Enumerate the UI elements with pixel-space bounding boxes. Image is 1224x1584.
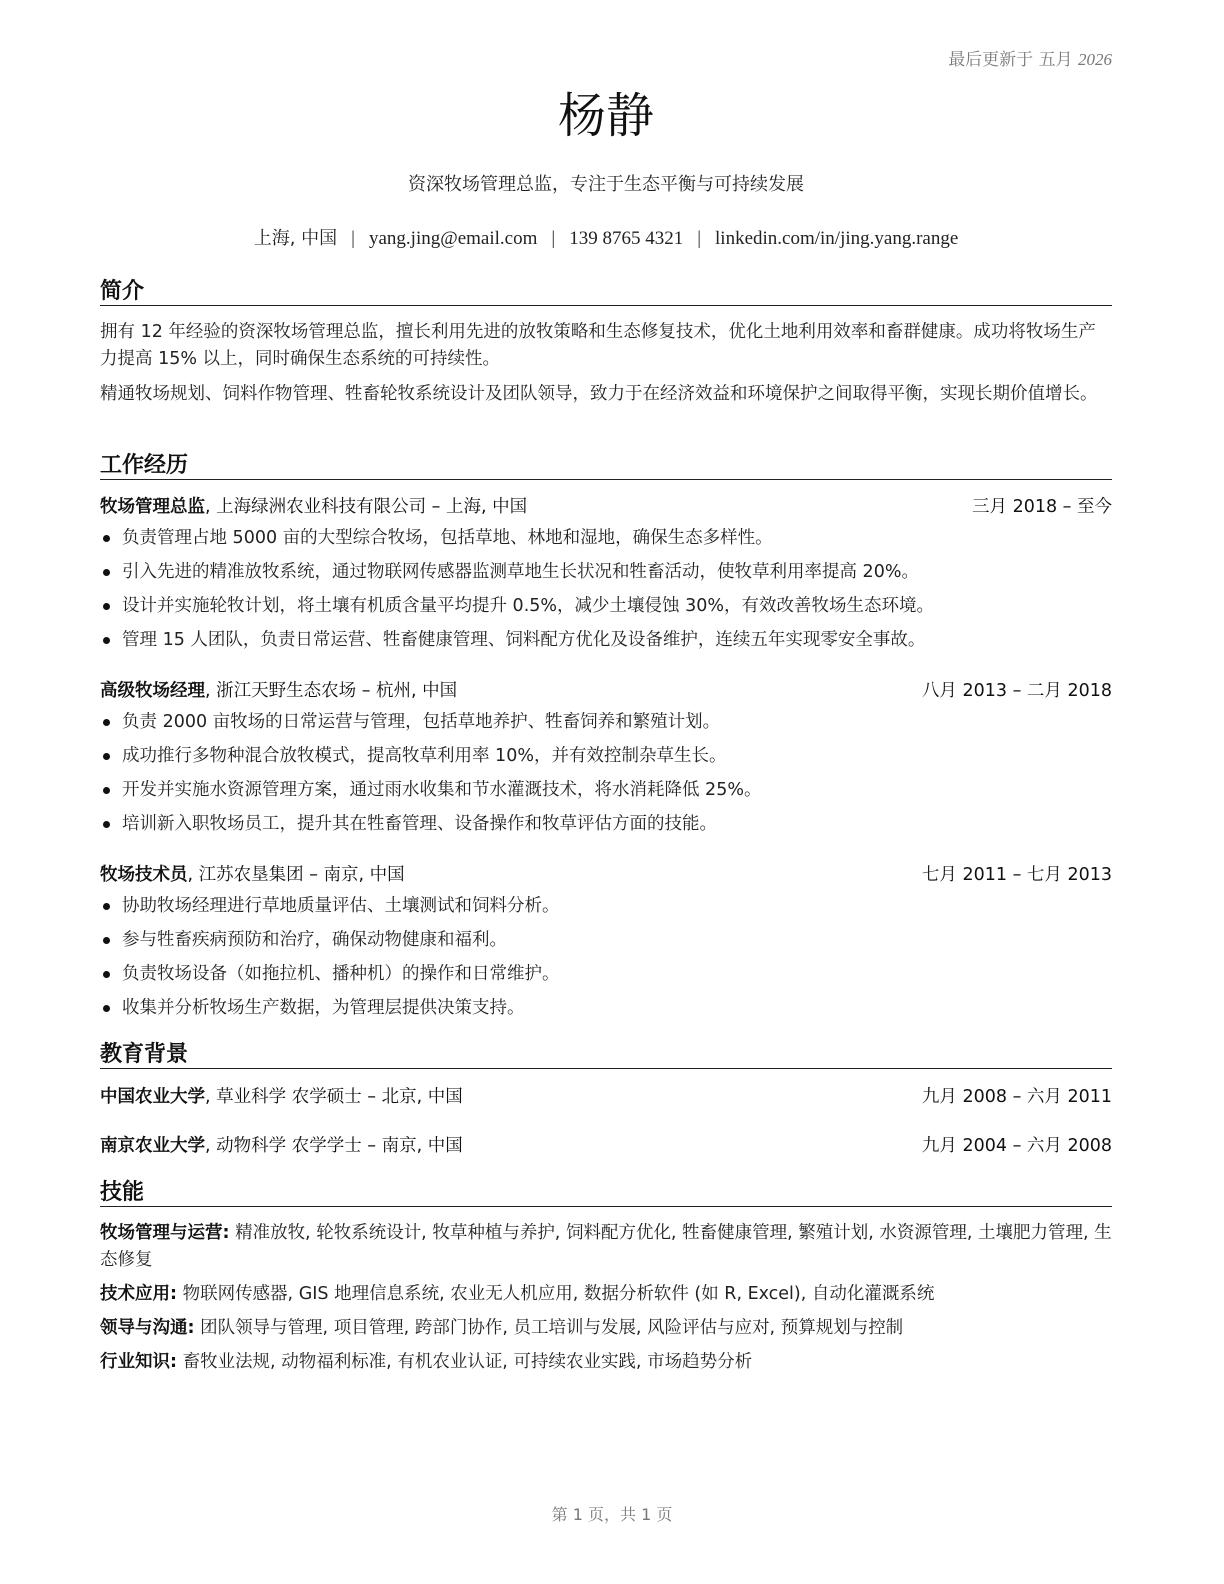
job-header bbox=[100, 861, 1112, 889]
list-item: 管理 15 人团队，负责日常运营、牲畜健康管理、饲料配方优化及设备维护，连续五年实现零安全事故。 bbox=[100, 623, 1112, 657]
skill-line bbox=[100, 1281, 1112, 1308]
page-footer: 第 1 页，共 1 页 bbox=[551, 1505, 673, 1524]
job-entry bbox=[100, 861, 1112, 1025]
job-org: , 浙江天野生态农场 – 杭州, 中国 bbox=[205, 681, 458, 701]
skill-text: 畜牧业法规, 动物福利标准, 有机农业认证, 可持续农业实践, 市场趋势分析 bbox=[177, 1352, 753, 1372]
skill-label: 行业知识: bbox=[100, 1352, 177, 1372]
candidate-name: 杨静 bbox=[557, 88, 654, 144]
job-role: 高级牧场经理 bbox=[100, 681, 205, 701]
experience-section bbox=[100, 453, 1112, 1025]
summary-section bbox=[100, 279, 1112, 408]
list-item: 协助牧场经理进行草地质量评估、土壤测试和饲料分析。 bbox=[100, 889, 1112, 923]
skill-text: 精准放牧, 轮牧系统设计, 牧草种植与养护, 饲料配方优化, 牲畜健康管理, 繁殖计划, 水资源管理, 土壤肥力管理, 生态修复 bbox=[100, 1223, 1112, 1270]
skills-section bbox=[100, 1180, 1112, 1376]
skill-text: 团队领导与管理, 项目管理, 跨部门协作, 员工培训与发展, 风险评估与应对, 预算规划与控制 bbox=[194, 1318, 904, 1338]
last-updated-year: 2026 bbox=[1078, 50, 1112, 69]
degree-detail: , 动物科学 农学学士 – 南京, 中国 bbox=[205, 1136, 463, 1156]
contact-separator: | bbox=[351, 228, 355, 249]
school-name: 中国农业大学 bbox=[100, 1087, 205, 1107]
job-dates: 三月 2018 – 至今 bbox=[972, 497, 1112, 517]
contact-separator: | bbox=[551, 228, 556, 249]
contact-separator: | bbox=[697, 228, 702, 249]
list-item: 负责 2000 亩牧场的日常运营与管理，包括草地养护、牲畜饲养和繁殖计划。 bbox=[100, 705, 1112, 739]
job-bullets bbox=[100, 705, 1112, 841]
section-title: 工作经历 bbox=[100, 453, 1112, 480]
list-item: 收集并分析牧场生产数据，为管理层提供决策支持。 bbox=[100, 991, 1112, 1025]
job-bullets bbox=[100, 521, 1112, 657]
contact-linkedin-link[interactable]: linkedin.com/in/jing.yang.range bbox=[715, 228, 959, 249]
skill-line bbox=[100, 1220, 1112, 1274]
job-dates: 七月 2011 – 七月 2013 bbox=[921, 865, 1112, 885]
list-item: 设计并实施轮牧计划，将土壤有机质含量平均提升 0.5%，减少土壤侵蚀 30%，有效改善牧场生态环境。 bbox=[100, 589, 1112, 623]
list-item: 培训新入职牧场员工，提升其在牲畜管理、设备操作和牧草评估方面的技能。 bbox=[100, 807, 1112, 841]
section-title: 技能 bbox=[100, 1180, 1112, 1207]
job-entry bbox=[100, 493, 1112, 657]
skill-line bbox=[100, 1349, 1112, 1376]
list-item: 负责管理占地 5000 亩的大型综合牧场，包括草地、林地和湿地，确保生态多样性。 bbox=[100, 521, 1112, 555]
skill-line bbox=[100, 1315, 1112, 1342]
contact-phone: 139 8765 4321 bbox=[569, 228, 684, 249]
job-role: 牧场管理总监 bbox=[100, 497, 205, 517]
education-section bbox=[100, 1042, 1112, 1160]
section-title: 简介 bbox=[100, 279, 1112, 306]
degree-detail: , 草业科学 农学硕士 – 北京, 中国 bbox=[205, 1087, 463, 1107]
list-item: 成功推行多物种混合放牧模式，提高牧草利用率 10%，并有效控制杂草生长。 bbox=[100, 739, 1112, 773]
contact-location: 上海, 中国 bbox=[253, 228, 338, 249]
skill-text: 物联网传感器, GIS 地理信息系统, 农业无人机应用, 数据分析软件 (如 R, Excel), 自动化灌溉系统 bbox=[177, 1284, 935, 1304]
job-dates: 八月 2013 – 二月 2018 bbox=[921, 681, 1112, 701]
section-title: 教育背景 bbox=[100, 1042, 1112, 1069]
skill-label: 领导与沟通: bbox=[100, 1318, 195, 1338]
job-bullets bbox=[100, 889, 1112, 1025]
job-entry bbox=[100, 677, 1112, 841]
education-dates: 九月 2008 – 六月 2011 bbox=[921, 1087, 1112, 1107]
job-org: , 上海绿洲农业科技有限公司 – 上海, 中国 bbox=[205, 497, 528, 517]
summary-paragraph: 精通牧场规划、饲料作物管理、牲畜轮牧系统设计及团队领导，致力于在经济效益和环境保护之间取得平衡，实现长期价值增长。 bbox=[100, 384, 1098, 404]
job-org: , 江苏农垦集团 – 南京, 中国 bbox=[187, 865, 405, 885]
education-dates: 九月 2004 – 六月 2008 bbox=[921, 1136, 1112, 1156]
resume-page bbox=[100, 0, 1112, 1584]
contact-line bbox=[100, 224, 1112, 250]
list-item: 负责牧场设备（如拖拉机、播种机）的操作和日常维护。 bbox=[100, 957, 1112, 991]
list-item: 引入先进的精准放牧系统，通过物联网传感器监测草地生长状况和牲畜活动，使牧草利用率提高 20%。 bbox=[100, 555, 1112, 589]
education-entry bbox=[100, 1132, 1112, 1160]
job-header bbox=[100, 493, 1112, 521]
skill-label: 牧场管理与运营: bbox=[100, 1223, 230, 1243]
job-role: 牧场技术员 bbox=[100, 865, 188, 885]
summary-paragraph: 拥有 12 年经验的资深牧场管理总监，擅长利用先进的放牧策略和生态修复技术，优化土地利用效率和畜群健康。成功将牧场生产力提高 15% 以上，同时确保生态系统的可持续性。 bbox=[100, 322, 1096, 369]
skill-label: 技术应用: bbox=[100, 1284, 177, 1304]
education-entry bbox=[100, 1083, 1112, 1111]
school-name: 南京农业大学 bbox=[100, 1136, 205, 1156]
list-item: 开发并实施水资源管理方案，通过雨水收集和节水灌溉技术，将水消耗降低 25%。 bbox=[100, 773, 1112, 807]
last-updated-label: 最后更新于 五月 bbox=[948, 50, 1073, 70]
list-item: 参与牲畜疾病预防和治疗，确保动物健康和福利。 bbox=[100, 923, 1112, 957]
last-updated bbox=[948, 45, 1112, 70]
job-header bbox=[100, 677, 1112, 705]
candidate-headline: 资深牧场管理总监，专注于生态平衡与可持续发展 bbox=[408, 174, 804, 195]
contact-email-link[interactable]: yang.jing@email.com bbox=[368, 228, 538, 249]
